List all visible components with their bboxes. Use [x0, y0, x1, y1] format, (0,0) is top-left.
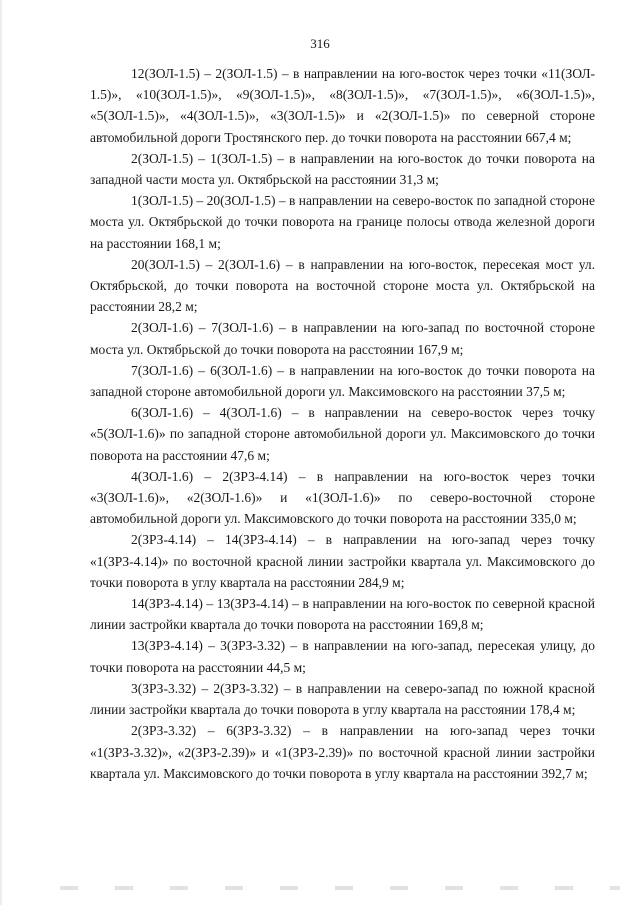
paragraph: 2(ЗОЛ-1.6) – 7(ЗОЛ-1.6) – в направлении на юго-запад по восточной стороне моста ул. Октябрьской до точки поворота на расстоянии 167,9 м;	[90, 320, 595, 357]
page-number: 316	[310, 36, 330, 51]
paragraph: 2(ЗРЗ-3.32) – 6(ЗРЗ-3.32) – в направлении на юго-запад через точки «1(ЗРЗ-3.32)», «2(ЗРЗ-2.39)» и «1(ЗРЗ-2.39)» по восточной красной линии застройки квартала ул. Максимовского до точки поворота в углу квартала на расстоянии 392,7 м;	[90, 723, 595, 781]
paragraph: 3(ЗРЗ-3.32) – 2(ЗРЗ-3.32) – в направлении на северо-запад по южной красной линии застройки квартала до точки поворота в углу квартала на расстоянии 178,4 м;	[90, 680, 595, 718]
paragraph: 14(ЗРЗ-4.14) – 13(ЗРЗ-4.14) – в направлении на юго-восток по северной красной линии застройки квартала до точки поворота на расстоянии 169,8 м;	[90, 596, 595, 633]
scan-artifacts	[60, 886, 620, 890]
paragraph: 13(ЗРЗ-4.14) – 3(ЗРЗ-3.32) – в направлении на юго-запад, пересекая улицу, до точки поворота на расстоянии 44,5 м;	[90, 638, 595, 675]
paragraph: 7(ЗОЛ-1.6) – 6(ЗОЛ-1.6) – в направлении на юго-восток до точки поворота на западной стороне автомобильной дороги ул. Максимовского на расстоянии 37,5 м;	[90, 362, 595, 400]
paragraph: 6(ЗОЛ-1.6) – 4(ЗОЛ-1.6) – в направлении на северо-восток через точку «5(ЗОЛ-1.6)» по западной стороне автомобильной дороги ул. Максимовского до точки поворота на расстоянии 47,6 м;	[90, 405, 595, 463]
scan-edge	[0, 0, 3, 905]
paragraph: 12(ЗОЛ-1.5) – 2(ЗОЛ-1.5) – в направлении на юго-восток через точки «11(ЗОЛ- 1.5)», «10(ЗОЛ-1.5)», «9(ЗОЛ-1.5)», «8(ЗОЛ-1.5)», «7(ЗОЛ-1.5)», «6(ЗОЛ-1.5)», «5(ЗОЛ-1.5)», «4(ЗОЛ-1.5)», «3(ЗОЛ-1.5)» и «2(ЗОЛ-1.5)» по северной стороне автомобильной дороги Тростянского пер. до точки поворота на расстоянии 667,4 м;	[90, 66, 595, 145]
paragraph: 2(ЗРЗ-4.14) – 14(ЗРЗ-4.14) – в направлении на юго-запад через точку «1(ЗРЗ-4.14)» по восточной красной линии застройки квартала ул. Максимовского до точки поворота в углу квартала на расстоянии 284,9 м;	[90, 532, 595, 590]
paragraph: 4(ЗОЛ-1.6) – 2(ЗРЗ-4.14) – в направлении на юго-восток через точки «3(ЗОЛ-1.6)», «2(ЗОЛ-1.6)» и «1(ЗОЛ-1.6)» по северо-восточной стороне автомобильной дороги ул. Максимовского до точки поворота на расстоянии 335,0 м;	[90, 468, 595, 527]
document-body	[90, 63, 595, 784]
paragraph: 1(ЗОЛ-1.5) – 20(ЗОЛ-1.5) – в направлении на северо-восток по западной стороне моста ул. Октябрьской до точки поворота на границе полосы отвода железной дороги на расстоянии 168,1 м;	[90, 193, 595, 251]
paragraph: 20(ЗОЛ-1.5) – 2(ЗОЛ-1.6) – в направлении на юго-восток, пересекая мост ул. Октябрьской, до точки поворота на восточной стороне моста ул. Октябрьской на расстоянии 28,2 м;	[90, 256, 595, 315]
paragraph: 2(ЗОЛ-1.5) – 1(ЗОЛ-1.5) – в направлении на юго-восток до точки поворота на западной части моста ул. Октябрьской на расстоянии 31,3 м;	[90, 150, 595, 188]
